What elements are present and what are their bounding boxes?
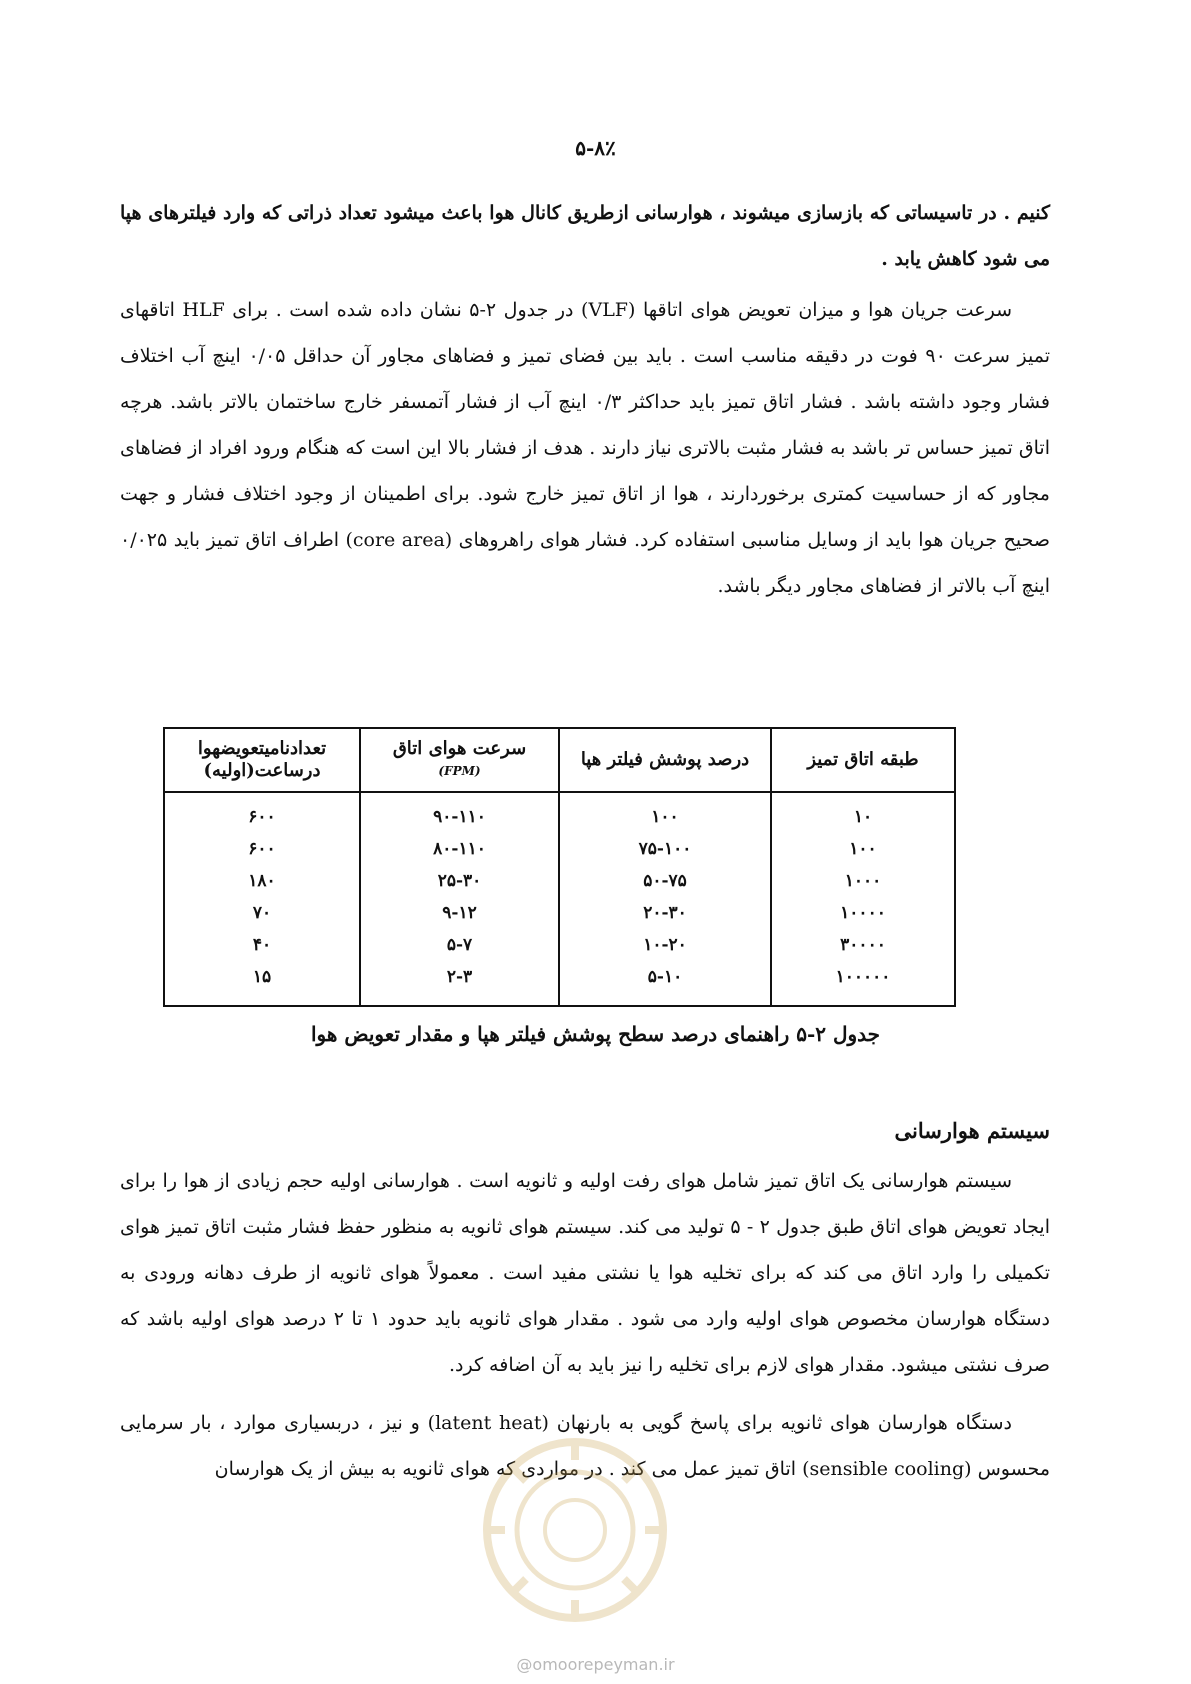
- cell-air-changes: ۴۰: [164, 929, 360, 961]
- cell-coverage: ۵۰-۷۵: [559, 865, 771, 897]
- page-number: ۵-۸٪: [575, 136, 616, 160]
- cell-coverage: ۱۰۰: [559, 792, 771, 833]
- cell-velocity: ۹۰-۱۱۰: [360, 792, 559, 833]
- table-row: [164, 833, 955, 865]
- cell-velocity: ۲۵-۳۰: [360, 865, 559, 897]
- cell-class: ۱۰۰: [771, 833, 955, 865]
- table-row: [164, 865, 955, 897]
- cell-class: ۱۰۰۰۰: [771, 897, 955, 929]
- paragraph-airflow: [120, 287, 1050, 609]
- table-row: [164, 792, 955, 833]
- paragraph-text: سرعت جریان هوا و میزان تعویض هوای اتاقها (VLF) در جدول ۲-۵ نشان داده شده است . برای HLF اتاقهای تمیز سرعت ۹۰ فوت در دقیقه مناسب است . باید بین فضای تمیز و فضاهای مجاور آن حداقل ۰/۰۵ اینچ آب اختلاف فشار وجود داشته باشد . فشار اتاق تمیز باید حداکثر ۰/۳ اینچ آب از فشار آتمسفر خارج ساختمان بالاتر باشد. هرچه اتاق تمیز حساس تر باشد به فشار مثبت بالاتری نیاز دارند . هدف از فشار بالا این است که هنگام ورود افراد از فضاهای مجاور که از حساسیت کمتری برخوردارند ، هوا از اتاق تمیز خارج شود. برای اطمینان از وجود اختلاف فشار و جهت صحیح جریان هوا باید از وسایل مناسبی استفاده کرد. فشار هوای راهروهای (core area) اطراف اتاق تمیز باید ۰/۰۲۵ اینچ آب بالاتر از فضاهای مجاور دیگر باشد.: [120, 299, 1051, 597]
- table-header-row: [164, 728, 955, 792]
- table-row: [164, 929, 955, 961]
- table-row: [164, 961, 955, 1006]
- header-velocity: [360, 728, 559, 792]
- header-class: طبقه اتاق تمیز: [771, 728, 955, 792]
- header-velocity-unit: (FPM): [438, 764, 481, 778]
- cell-class: ۱۰: [771, 792, 955, 833]
- cell-coverage: ۵-۱۰: [559, 961, 771, 1006]
- cell-coverage: ۱۰-۲۰: [559, 929, 771, 961]
- paragraph-air-system: [120, 1158, 1050, 1388]
- paragraph-text: کنیم . در تاسیساتی که بازسازی میشوند ، هوارسانی ازطریق کانال هوا باعث میشود تعداد ذراتی که وارد فیلترهای هپا می شود کاهش یابد .: [120, 202, 1050, 270]
- paragraph-text: سیستم هوارسانی یک اتاق تمیز شامل هوای رفت اولیه و ثانویه است . هوارسانی اولیه حجم زیادی از هوا را برای ایجاد تعویض هوای اتاق طبق جدول ۲ - ۵ تولید می کند. سیستم هوای ثانویه به منظور حفظ فشار مثبت اتاق تمیز هوای تکمیلی را وارد اتاق می کند که برای تخلیه هوا یا نشتی مفید است . معمولاً هوای ثانویه از طرف دهانه ورودی به دستگاه هوارسان مخصوص هوای اولیه وارد می شود . مقدار هوای ثانویه باید حدود ۱ تا ۲ درصد هوای اولیه باشد که صرف نشتی میشود. مقدار هوای لازم برای تخلیه را نیز باید به آن اضافه کرد.: [120, 1170, 1050, 1376]
- cell-coverage: ۷۵-۱۰۰: [559, 833, 771, 865]
- cell-air-changes: ۶۰۰: [164, 833, 360, 865]
- cell-air-changes: ۷۰: [164, 897, 360, 929]
- section-heading: سیستم هوارسانی: [894, 1118, 1050, 1143]
- cell-velocity: ۵-۷: [360, 929, 559, 961]
- cell-class: ۱۰۰۰: [771, 865, 955, 897]
- cell-velocity: ۸۰-۱۱۰: [360, 833, 559, 865]
- paragraph-continuation: [120, 190, 1050, 282]
- cell-class: ۱۰۰۰۰۰: [771, 961, 955, 1006]
- header-coverage: درصد پوشش فیلتر هپا: [559, 728, 771, 792]
- header-air-changes: تعدادنامیتعویضهوا درساعت(اولیه): [164, 728, 360, 792]
- header-velocity-label: سرعت هوای اتاق: [392, 738, 527, 759]
- cell-coverage: ۲۰-۳۰: [559, 897, 771, 929]
- cell-air-changes: ۱۸۰: [164, 865, 360, 897]
- cell-air-changes: ۱۵: [164, 961, 360, 1006]
- cleanroom-table: [163, 727, 956, 1007]
- watermark-logo-icon: [475, 1430, 675, 1630]
- cell-velocity: ۲-۳: [360, 961, 559, 1006]
- paragraph-text: دستگاه هوارسان هوای ثانویه برای پاسخ گویی به بارنهان (latent heat) و نیز ، دربسیاری موارد ، بار سرمایی محسوس (sensible cooling) اتاق تمیز عمل می کند . در مواردی که هوای ثانویه به بیش از یک هوارسان: [120, 1412, 1050, 1480]
- table-row: [164, 897, 955, 929]
- table-caption: جدول ۲-۵ راهنمای درصد سطح پوشش فیلتر هپا و مقدار تعویض هوا: [310, 1022, 881, 1046]
- watermark-text: @omoorepeyman.ir: [516, 1655, 675, 1674]
- cell-velocity: ۹-۱۲: [360, 897, 559, 929]
- cell-class: ۳۰۰۰۰: [771, 929, 955, 961]
- cell-air-changes: ۶۰۰: [164, 792, 360, 833]
